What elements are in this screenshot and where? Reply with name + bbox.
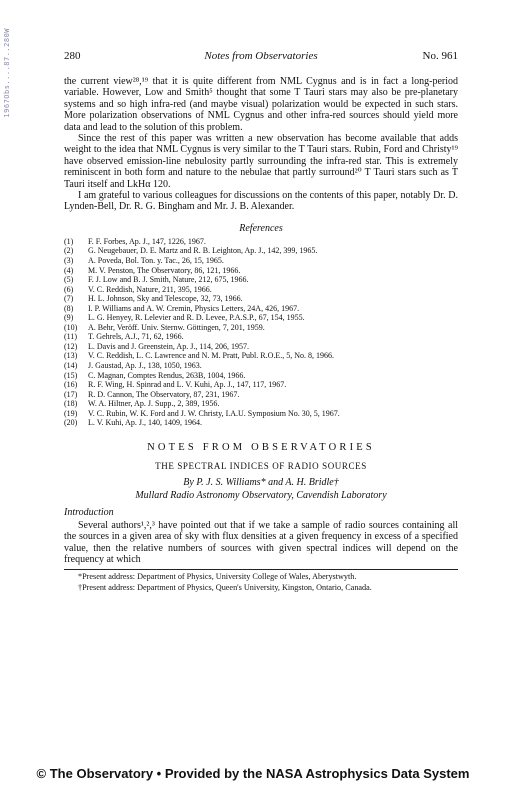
reference-number: (7) [64,294,74,304]
reference-text: R. D. Cannon, The Observatory, 87, 231, 1967. [88,389,240,399]
reference-text: F. J. Low and B. J. Smith, Nature, 212, 675, 1966. [88,275,249,285]
reference-number: (18) [64,399,78,409]
reference-text: L. G. Henyey, R. Lelevier and R. D. Levee, P.A.S.P., 67, 154, 1955. [88,313,305,323]
reference-number: (11) [64,332,78,342]
reference-number: (19) [64,408,78,418]
article-affiliation: Mullard Radio Astronomy Observatory, Cavendish Laboratory [135,489,387,501]
reference-item [64,313,458,323]
page-number: 280 [64,50,81,62]
reference-number: (13) [64,351,78,361]
section-title: NOTES FROM OBSERVATORIES [147,441,375,453]
reference-text: G. Neugebauer, D. E. Martz and R. B. Leighton, Ap. J., 142, 399, 1965. [88,246,318,256]
footnote: *Present address: Department of Physics, University College of Wales, Aberystwyth. [78,572,357,582]
reference-item [64,275,458,285]
reference-item [64,390,458,400]
footnotes [64,572,458,593]
reference-item [64,304,458,314]
reference-text: M. V. Penston, The Observatory, 86, 121, 1966. [88,265,241,275]
reference-number: (1) [64,236,74,246]
reference-text: A. Poveda, Bol. Ton. y. Tac., 26, 15, 1965. [88,255,224,265]
reference-text: V. C. Reddish, L. C. Lawrence and N. M. Pratt, Publ. R.O.E., 5, No. 8, 1966. [88,351,335,361]
reference-number: (15) [64,370,78,380]
article-title: THE SPECTRAL INDICES OF RADIO SOURCES [155,460,367,471]
reference-item [64,380,458,390]
reference-text: T. Gehrels, A.J., 71, 62, 1966. [88,332,184,342]
paragraph: Several authors¹,²,³ have pointed out that if we take a sample of radio sources containing all the sources in a given area of sky with flux densities at a given frequency in excess of a specified value, then the relative numbers of sources with given spectral indices will depend on the frequency at which [64,519,458,566]
reference-number: (20) [64,418,78,428]
reference-item [64,371,458,381]
paragraph: I am grateful to various colleagues for discussions on the contents of this paper, notably Dr. D. Lynden-Bell, Dr. R. G. Bingham and Mr. J. B. Alexander. [64,190,458,213]
references-heading: References [239,222,283,234]
running-title: Notes from Observatories [204,50,318,62]
reference-number: (4) [64,265,74,275]
reference-number: (14) [64,360,78,370]
reference-list [64,237,458,428]
page-content [64,50,458,594]
issue-number: No. 961 [422,50,458,62]
reference-text: W. A. Hiltner, Ap. J. Supp., 2, 389, 1956. [88,399,220,409]
reference-item [64,351,458,361]
reference-text: V. C. Reddish, Nature, 211, 395, 1966. [88,284,212,294]
footnote: †Present address: Department of Physics, Queen's University, Kingston, Ontario, Canada. [78,583,372,593]
reference-number: (17) [64,389,78,399]
reference-item [64,237,458,247]
reference-number: (3) [64,255,74,265]
reference-text: L. V. Kuhi, Ap. J., 140, 1409, 1964. [88,418,202,428]
reference-item [64,418,458,428]
introduction-heading: Introduction [64,506,114,518]
reference-number: (16) [64,380,78,390]
reference-text: J. Gaustad, Ap. J., 138, 1050, 1963. [88,360,202,370]
reference-text: C. Magnan, Comptes Rendus, 263B, 1004, 1966. [88,370,246,380]
running-header [64,50,458,64]
reference-item [64,399,458,409]
reference-text: F. F. Forbes, Ap. J., 147, 1226, 1967. [88,236,206,246]
paragraph: Since the rest of this paper was written a new observation has become available that adds weight to the idea that NML Cygnus is very similar to the T Tauri stars. Rubin, Ford and Christy¹⁹ have observed emission-line nebulosity partly surrounding the infra-red star. This is extremely reminiscent in both form and nature to the nebulae that partly surround²⁰ T Tauri stars such as T Tauri itself and LkHα 120. [64,133,458,190]
reference-text: R. F. Wing, H. Spinrad and L. V. Kuhi, Ap. J., 147, 117, 1967. [88,380,287,390]
reference-number: (9) [64,313,74,323]
reference-item [64,246,458,256]
article-authors: By P. J. S. Williams* and A. H. Bridle† [183,476,339,488]
reference-number: (6) [64,284,74,294]
reference-number: (10) [64,322,78,332]
reference-number: (12) [64,341,78,351]
reference-item [64,294,458,304]
paragraph: the current view²⁸,¹⁹ that it is quite different from NML Cygnus and is in fact a long-period variable. However, Low and Smith⁵ thought that some T Tauri stars may also be pre-planetary systems and so high infra-red (and maybe visual) polarization would be expected in such stars. More polarization observations of NML Cygnus and other infra-red sources should yield more data and lead to the solution of this problem. [64,76,458,133]
reference-number: (8) [64,303,74,313]
footnote-divider [64,569,458,570]
bibcode-stamp: 1967Obs....87..280W [3,28,11,118]
reference-item [64,409,458,419]
reference-item [64,361,458,371]
reference-item [64,342,458,352]
reference-item [64,285,458,295]
ads-footer: © The Observatory • Provided by the NASA Astrophysics Data System [36,766,470,781]
reference-number: (2) [64,246,74,256]
reference-text: H. L. Johnson, Sky and Telescope, 32, 73, 1966. [88,294,243,304]
reference-item [64,266,458,276]
reference-text: L. Davis and J. Greenstein, Ap. J., 114, 206, 1957. [88,341,250,351]
reference-item [64,332,458,342]
reference-number: (5) [64,275,74,285]
reference-item [64,256,458,266]
reference-item [64,323,458,333]
reference-text: V. C. Rubin, W. K. Ford and J. W. Christy, I.A.U. Symposium No. 30, 5, 1967. [88,408,340,418]
reference-text: I. P. Williams and A. W. Cremin, Physics Letters, 24A, 426, 1967. [88,303,300,313]
reference-text: A. Behr, Veröff. Univ. Sternw. Göttingen, 7, 201, 1959. [88,322,265,332]
